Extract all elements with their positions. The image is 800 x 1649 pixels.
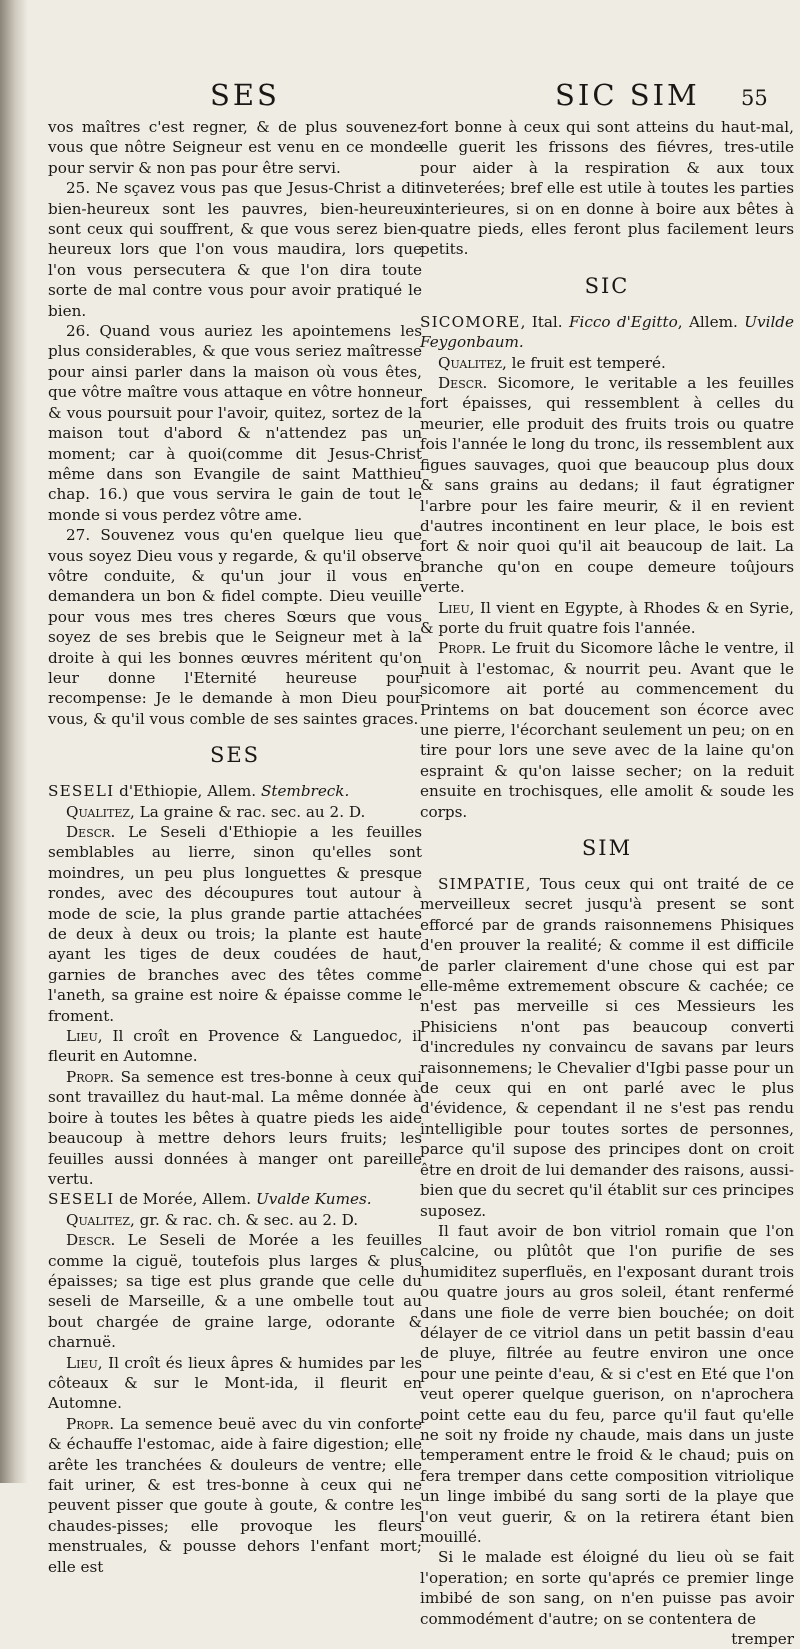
entry-headword-line: SICOMORE, Ital. Ficco d'Egitto, Allem. Uvilde Feygonbaum. <box>420 312 795 352</box>
entry-headword: SICOMORE <box>420 312 521 331</box>
entry-headword: SESELI <box>48 782 115 801</box>
running-head-left: SES <box>210 78 280 112</box>
entry-headword: SIMPATIE <box>438 875 526 893</box>
entry-properties: Propr. Le fruit du Sicomore lâche le ventre, il nuit à l'estomac, & nourrit peu. Avant que le sicomore ait porté au commencement du Printems on bat doucement son écorce avec une pierre, l'écorchant seulement un peu; on en tire pour lors une seve avec de la laine qu'on espraint & qu'on laisse secher; on la reduit ensuite en trochisques, elle amolit & soude les corps. <box>420 639 794 821</box>
entry-simpatie: SIMPATIE, Tous ceux qui ont traité de ce merveilleux secret jusqu'à present se sont efforcé par de grands raisonnemens Phisiques d'en prouver la realité; & comme il est difficile de parler clairement d'une chose qui est par elle-même extremement obscure & cachée; ce n'est pas merveille si ces Messieurs les Phisiciens n'ont pas beaucoup converti d'incredules ny convaincu de savans par leurs raisonnemens; le Chevalier d'Igbi passe pour un de ceux qui en ont parlé avec le plus d'évidence, & cependant il ne s'est pas rendu intelligible pour toutes sortes de personnes, parce qu'il supose des principes dont on croit être en droit de lui demander des raisons, aussi-bien que du secret qu'il établit sur ces principes suposez. <box>420 875 794 1220</box>
entry-description: Descr. Sicomore, le veritable a les feuilles fort épaisses, qui ressemblent à celles du meurier, elle produit des fruits trois ou quatre fois l'année le long du tronc, ils ressemblent aux figues sauvages, quoi que beaucoup plus doux & sans grains au dedans; il faut égratigner l'arbre pour les faire meurir, & il en revient d'autres incontinent en leur place, le bois est fort & noir quoi qu'il ait beaucoup de lait. La branche qu'on en coupe demeure toûjours verte. <box>420 374 794 597</box>
paragraph: Il faut avoir de bon vitriol romain que l'on calcine, ou plûtôt que l'on purifie de ses humiditez superfluës, en l'exposant durant trois ou quatre jours au gros soleil, étant renfermé dans une fiole de verre bien bouchée; on doit délayer de ce vitriol dans un petit bassin d'eau de pluye, filtrée au feutre environ une once pour une peinte d'eau, & si c'est en Eté que l'on veut operer quelque guerison, on n'aprochera point cette eau du feu, parce qu'il faut qu'elle ne soit ny froide ny chaude, mais dans un juste temperament entre le froid & le chaud; puis on fera tremper dans cette composition vitriolique un linge imbibé du sang sorti de la playe que l'on veut guerir, & on la retirera étant bien mouillé. <box>420 1221 794 1546</box>
entry-headword-line: SESELI de Morée, Allem. Uvalde Kumes. <box>48 1190 372 1209</box>
binding-shadow <box>0 0 28 1483</box>
entry-properties: Propr. Sa semence est tres-bonne à ceux qui sont travaillez du haut-mal. La même donnée à boire à toutes les bêtes à quatre pieds les aide beaucoup à mettre dehors leurs fruits; les feuilles aussi données à manger ont pareille vertu. <box>48 1067 422 1188</box>
entry-headword: SESELI <box>48 1190 115 1209</box>
paragraph: vos maîtres c'est regner, & de plus souvenez-vous que nôtre Seigneur est venu en ce monde pour servir & non pas pour être servi. <box>48 118 422 177</box>
entry-location: Lieu, Il croît és lieux âpres & humides par les côteaux & sur le Mont-ida, il fleurit en Automne. <box>48 1353 422 1413</box>
entry-qualities: Qualitez, gr. & rac. ch. & sec. au 2. D. <box>66 1210 359 1229</box>
paragraph: Si le malade est éloigné du lieu où se fait l'operation; en sorte qu'aprés ce premier linge imbibé de son sang, on n'en puisse pas avoir commodément d'autre; on se contentera de <box>420 1548 794 1628</box>
entry-properties: Propr. La semence beuë avec du vin conforte & échauffe l'estomac, aide à faire digestion; elle arête les tranchées & douleurs de ventre; elle fait uriner, & est tres-bonne à ceux qui ne peuvent pisser que goute à goute, & contre les chaudes-pisses; elle provoque les fleurs menstruales, & pousse dehors l'enfant mort; elle est <box>48 1414 422 1576</box>
running-head-right: SIC SIM <box>555 78 700 112</box>
paragraph: 26. Quand vous auriez les apointemens les plus considerables, & que vous seriez maîtresse pour ainsi parler dans la maison où vous êtes, que vôtre maître vous attaque en vôtre honneur & vous poursuit pour l'avoir, quitez, sortez de la maison tout d'abord & n'attendez pas un moment; car à quoi(comme dit Jesus-Christ même dans son Evangile de saint Matthieu chap. 16.) que vous servira le gain de tout le monde si vous perdez vôtre ame. <box>48 322 422 524</box>
entry-headword-line: SESELI d'Ethiopie, Allem. Stembreck. <box>48 782 350 801</box>
paragraph: 27. Souvenez vous qu'en quelque lieu que vous soyez Dieu vous y regarde, & qu'il observe vôtre conduite, & qu'un jour il vous en demandera un bon & fidel compte. Dieu veuille pour vous mes tres cheres Sœurs que vous soyez de ses brebis que le Seigneur met à la droite à qui les bonnes œuvres méritent qu'on leur donne l'Eternité heureuse pour recompense: Je le demande à mon Dieu pour vous, & qu'il vous comble de ses saintes graces. <box>48 526 422 728</box>
catchword: tremper <box>731 1630 794 1649</box>
section-heading: SIC <box>584 273 630 298</box>
entry-location: Lieu, Il croît en Provence & Languedoc, il fleurit en Automne. <box>48 1027 422 1066</box>
section-heading: SIM <box>581 836 633 860</box>
entry-location: Lieu, Il vient en Egypte, à Rhodes & en Syrie, & porte du fruit quatre fois l'année. <box>420 598 794 637</box>
left-column <box>48 117 422 1577</box>
right-column <box>420 117 794 1649</box>
entry-qualities: Qualitez, le fruit est temperé. <box>438 353 666 372</box>
entry-qualities: Qualitez, La graine & rac. sec. au 2. D. <box>66 802 366 821</box>
paragraph: fort bonne à ceux qui sont atteins du haut-mal, elle guerit les frissons des fiévres, tres-utile pour aider à la respiration & aux toux inveterées; bref elle est utile à toutes les parties interieures, si on en donne à boire aux bêtes à quatre pieds, elles feront plus facilement leurs petits. <box>420 118 794 259</box>
entry-description: Descr. Le Seseli d'Ethiopie a les feuilles semblables au lierre, sinon qu'elles sont moindres, un peu plus longuettes & presque rondes, avec des découpures tout autour à mode de scie, la plus grande partie attachées de deux à deux ou trois; la plante est haute ayant les tiges de deux coudées de haut, garnies de branches avec des têtes comme l'aneth, sa graine est noire & épaisse comme le froment. <box>48 823 422 1025</box>
section-heading: SES <box>209 743 261 768</box>
page-number: 55 <box>741 86 768 110</box>
page-header <box>0 78 800 118</box>
entry-description: Descr. Le Seseli de Morée a les feuilles comme la ciguë, toutefois plus larges & plus épaisses; sa tige est plus grande que celle du seseli de Marseille, & a une ombelle tout au bout chargée de graine large, odorante & charnuë. <box>48 1231 422 1352</box>
paragraph: 25. Ne sçavez vous pas que Jesus-Christ a dit bien-heureux sont les pauvres, bien-heureux sont ceux qui souffrent, & que vous serez bien-heureux lors que l'on vous maudira, lors que l'on vous persecutera & que l'on dira toute sorte de mal contre vous pour avoir pratiqué le bien. <box>48 179 422 320</box>
